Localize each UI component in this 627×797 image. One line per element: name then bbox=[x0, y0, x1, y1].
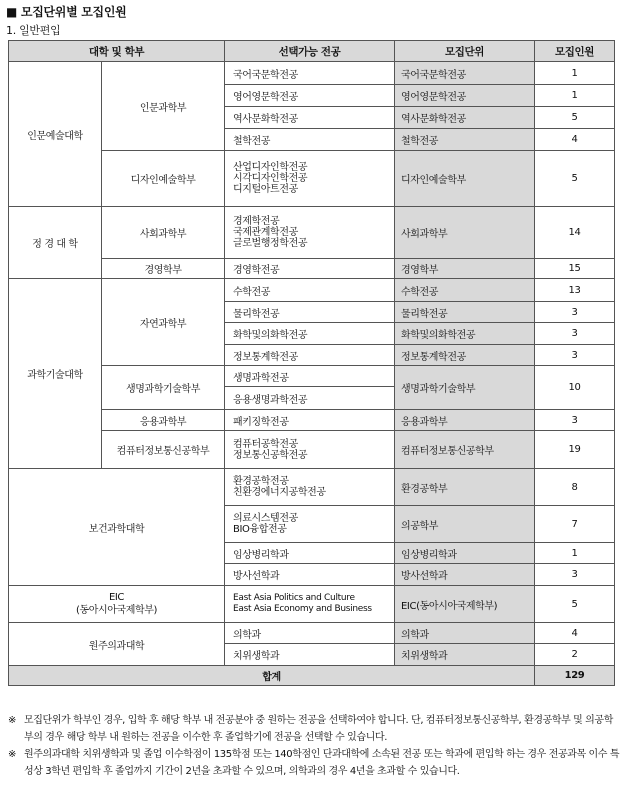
major-line: 디지털아트전공 bbox=[233, 184, 298, 195]
count-cell: 5 bbox=[535, 107, 615, 129]
unit-cell: 임상병리학과 bbox=[395, 543, 535, 564]
major-cell: 화학및의화학전공 bbox=[225, 323, 395, 345]
major-cell: 물리학전공 bbox=[225, 302, 395, 323]
unit-cell: 역사문화학전공 bbox=[395, 107, 535, 129]
major-cell: 수학전공 bbox=[225, 279, 395, 302]
major-line: 정보통신공학전공 bbox=[233, 449, 308, 461]
header-college-school: 대학 및 학부 bbox=[9, 41, 225, 62]
section-title: ■ 모집단위별 모집인원 bbox=[6, 5, 127, 19]
note-item bbox=[8, 712, 620, 746]
unit-cell: 치위생학과 bbox=[395, 644, 535, 666]
major-cell: 철학전공 bbox=[225, 129, 395, 151]
college-cell: 과학기술대학 bbox=[9, 279, 102, 469]
major-cell: 패키징학전공 bbox=[225, 410, 395, 431]
major-cell bbox=[225, 151, 395, 207]
unit-cell: 컴퓨터정보통신공학부 bbox=[395, 431, 535, 469]
major-cell: 정보통계학전공 bbox=[225, 345, 395, 366]
unit-cell: 경영학부 bbox=[395, 259, 535, 279]
major-line: 경제학전공 bbox=[233, 216, 280, 227]
table-row bbox=[9, 62, 615, 85]
major-cell: 임상병리학과 bbox=[225, 543, 395, 564]
unit-cell: 방사선학과 bbox=[395, 564, 535, 586]
school-cell: 응용과학부 bbox=[102, 410, 225, 431]
table-row bbox=[9, 279, 615, 302]
note-item bbox=[8, 746, 620, 780]
major-cell: 생명과학전공 bbox=[225, 366, 395, 387]
unit-cell: 영어영문학전공 bbox=[395, 85, 535, 107]
count-cell: 1 bbox=[535, 543, 615, 564]
major-line: 산업디자인학전공 bbox=[233, 162, 308, 173]
unit-cell: 응용과학부 bbox=[395, 410, 535, 431]
unit-cell: 사회과학부 bbox=[395, 207, 535, 259]
major-cell: 경영학전공 bbox=[225, 259, 395, 279]
major-cell bbox=[225, 586, 395, 623]
major-cell: 의학과 bbox=[225, 623, 395, 644]
count-cell: 1 bbox=[535, 85, 615, 107]
major-cell: 방사선학과 bbox=[225, 564, 395, 586]
count-cell: 3 bbox=[535, 345, 615, 366]
count-cell: 3 bbox=[535, 323, 615, 345]
count-cell: 2 bbox=[535, 644, 615, 666]
count-cell: 19 bbox=[535, 431, 615, 469]
unit-cell: 철학전공 bbox=[395, 129, 535, 151]
college-cell: 인문예술대학 bbox=[9, 62, 102, 207]
admission-quota-table bbox=[8, 40, 615, 686]
section-subtitle: 1. 일반편입 bbox=[6, 24, 61, 37]
school-cell: 생명과학기술학부 bbox=[102, 366, 225, 410]
major-cell bbox=[225, 431, 395, 469]
school-cell: 자연과학부 bbox=[102, 279, 225, 366]
table-row bbox=[9, 586, 615, 623]
major-cell: 국어국문학전공 bbox=[225, 62, 395, 85]
major-line: BIO융합전공 bbox=[233, 524, 287, 535]
note-mark: ※ bbox=[8, 715, 16, 726]
table-header-row bbox=[9, 41, 615, 62]
school-cell: 디자인예술학부 bbox=[102, 151, 225, 207]
unit-cell: 화학및의화학전공 bbox=[395, 323, 535, 345]
count-cell: 5 bbox=[535, 586, 615, 623]
count-cell: 3 bbox=[535, 410, 615, 431]
major-cell: 치위생학과 bbox=[225, 644, 395, 666]
school-cell: 사회과학부 bbox=[102, 207, 225, 259]
count-cell: 8 bbox=[535, 469, 615, 506]
header-unit: 모집단위 bbox=[395, 41, 535, 62]
unit-cell: 국어국문학전공 bbox=[395, 62, 535, 85]
unit-cell: 환경공학부 bbox=[395, 469, 535, 506]
major-line: 국제관계학전공 bbox=[233, 227, 298, 238]
header-majors: 선택가능 전공 bbox=[225, 41, 395, 62]
major-line: 시각디자인학전공 bbox=[233, 173, 308, 184]
major-cell bbox=[225, 207, 395, 259]
count-cell: 7 bbox=[535, 506, 615, 543]
school-cell: 인문과학부 bbox=[102, 62, 225, 151]
unit-cell: 생명과학기술학부 bbox=[395, 366, 535, 410]
major-line: East Asia Politics and Culture bbox=[233, 593, 355, 603]
header-count: 모집인원 bbox=[535, 41, 615, 62]
unit-cell: EIC(동아시아국제학부) bbox=[395, 586, 535, 623]
college-cell: 정 경 대 학 bbox=[9, 207, 102, 279]
school-cell: 경영학부 bbox=[102, 259, 225, 279]
unit-cell: 의학과 bbox=[395, 623, 535, 644]
count-cell: 4 bbox=[535, 129, 615, 151]
major-line: 컴퓨터공학전공 bbox=[233, 438, 298, 450]
major-cell bbox=[225, 506, 395, 543]
major-line: 의료시스템전공 bbox=[233, 513, 298, 524]
count-cell: 3 bbox=[535, 564, 615, 586]
note-text: 원주의과대학 치위생학과 및 졸업 이수학점이 135학점 또는 140학점인 단과대학에 소속된 전공 또는 학과에 편입학 하는 경우 전공과목 이수 특성상 3학년 편입학 후 졸업까지 기간이 2년을 초과할 수 있으며, 의학과의 경우 4년을 초과할 수 있습니다. bbox=[24, 749, 620, 777]
major-cell: 영어영문학전공 bbox=[225, 85, 395, 107]
major-cell: 역사문화학전공 bbox=[225, 107, 395, 129]
total-count: 129 bbox=[535, 666, 615, 686]
college-cell: EIC (동아시아국제학부) bbox=[9, 586, 225, 623]
major-line: 환경공학전공 bbox=[233, 476, 289, 487]
college-cell: 보건과학대학 bbox=[9, 469, 225, 586]
unit-cell: 정보통계학전공 bbox=[395, 345, 535, 366]
major-cell: 응용생명과학전공 bbox=[225, 387, 395, 410]
unit-cell: 물리학전공 bbox=[395, 302, 535, 323]
unit-cell: 수학전공 bbox=[395, 279, 535, 302]
count-cell: 5 bbox=[535, 151, 615, 207]
notes-section bbox=[8, 712, 620, 780]
count-cell: 10 bbox=[535, 366, 615, 410]
table-row bbox=[9, 623, 615, 644]
count-cell: 15 bbox=[535, 259, 615, 279]
major-line: 친환경에너지공학전공 bbox=[233, 487, 326, 498]
count-cell: 4 bbox=[535, 623, 615, 644]
count-cell: 13 bbox=[535, 279, 615, 302]
table-row bbox=[9, 469, 615, 506]
total-label: 합계 bbox=[9, 666, 535, 686]
count-cell: 14 bbox=[535, 207, 615, 259]
note-mark: ※ bbox=[8, 749, 16, 760]
note-text: 모집단위가 학부인 경우, 입학 후 해당 학부 내 전공분야 중 원하는 전공을 선택하여야 합니다. 단, 컴퓨터정보통신공학부, 환경공학부 및 의공학부의 경우 해당 학부 내 원하는 전공을 이수한 후 졸업학기에 전공을 선택할 수 있습니다. bbox=[24, 715, 613, 743]
count-cell: 3 bbox=[535, 302, 615, 323]
college-cell: 원주의과대학 bbox=[9, 623, 225, 666]
table-row bbox=[9, 207, 615, 259]
total-row bbox=[9, 666, 615, 686]
unit-cell: 디자인예술학부 bbox=[395, 151, 535, 207]
count-cell: 1 bbox=[535, 62, 615, 85]
school-cell: 컴퓨터정보통신공학부 bbox=[102, 431, 225, 469]
major-cell bbox=[225, 469, 395, 506]
unit-cell: 의공학부 bbox=[395, 506, 535, 543]
major-line: 글로벌행정학전공 bbox=[233, 238, 308, 249]
major-line: East Asia Economy and Business bbox=[233, 604, 372, 614]
